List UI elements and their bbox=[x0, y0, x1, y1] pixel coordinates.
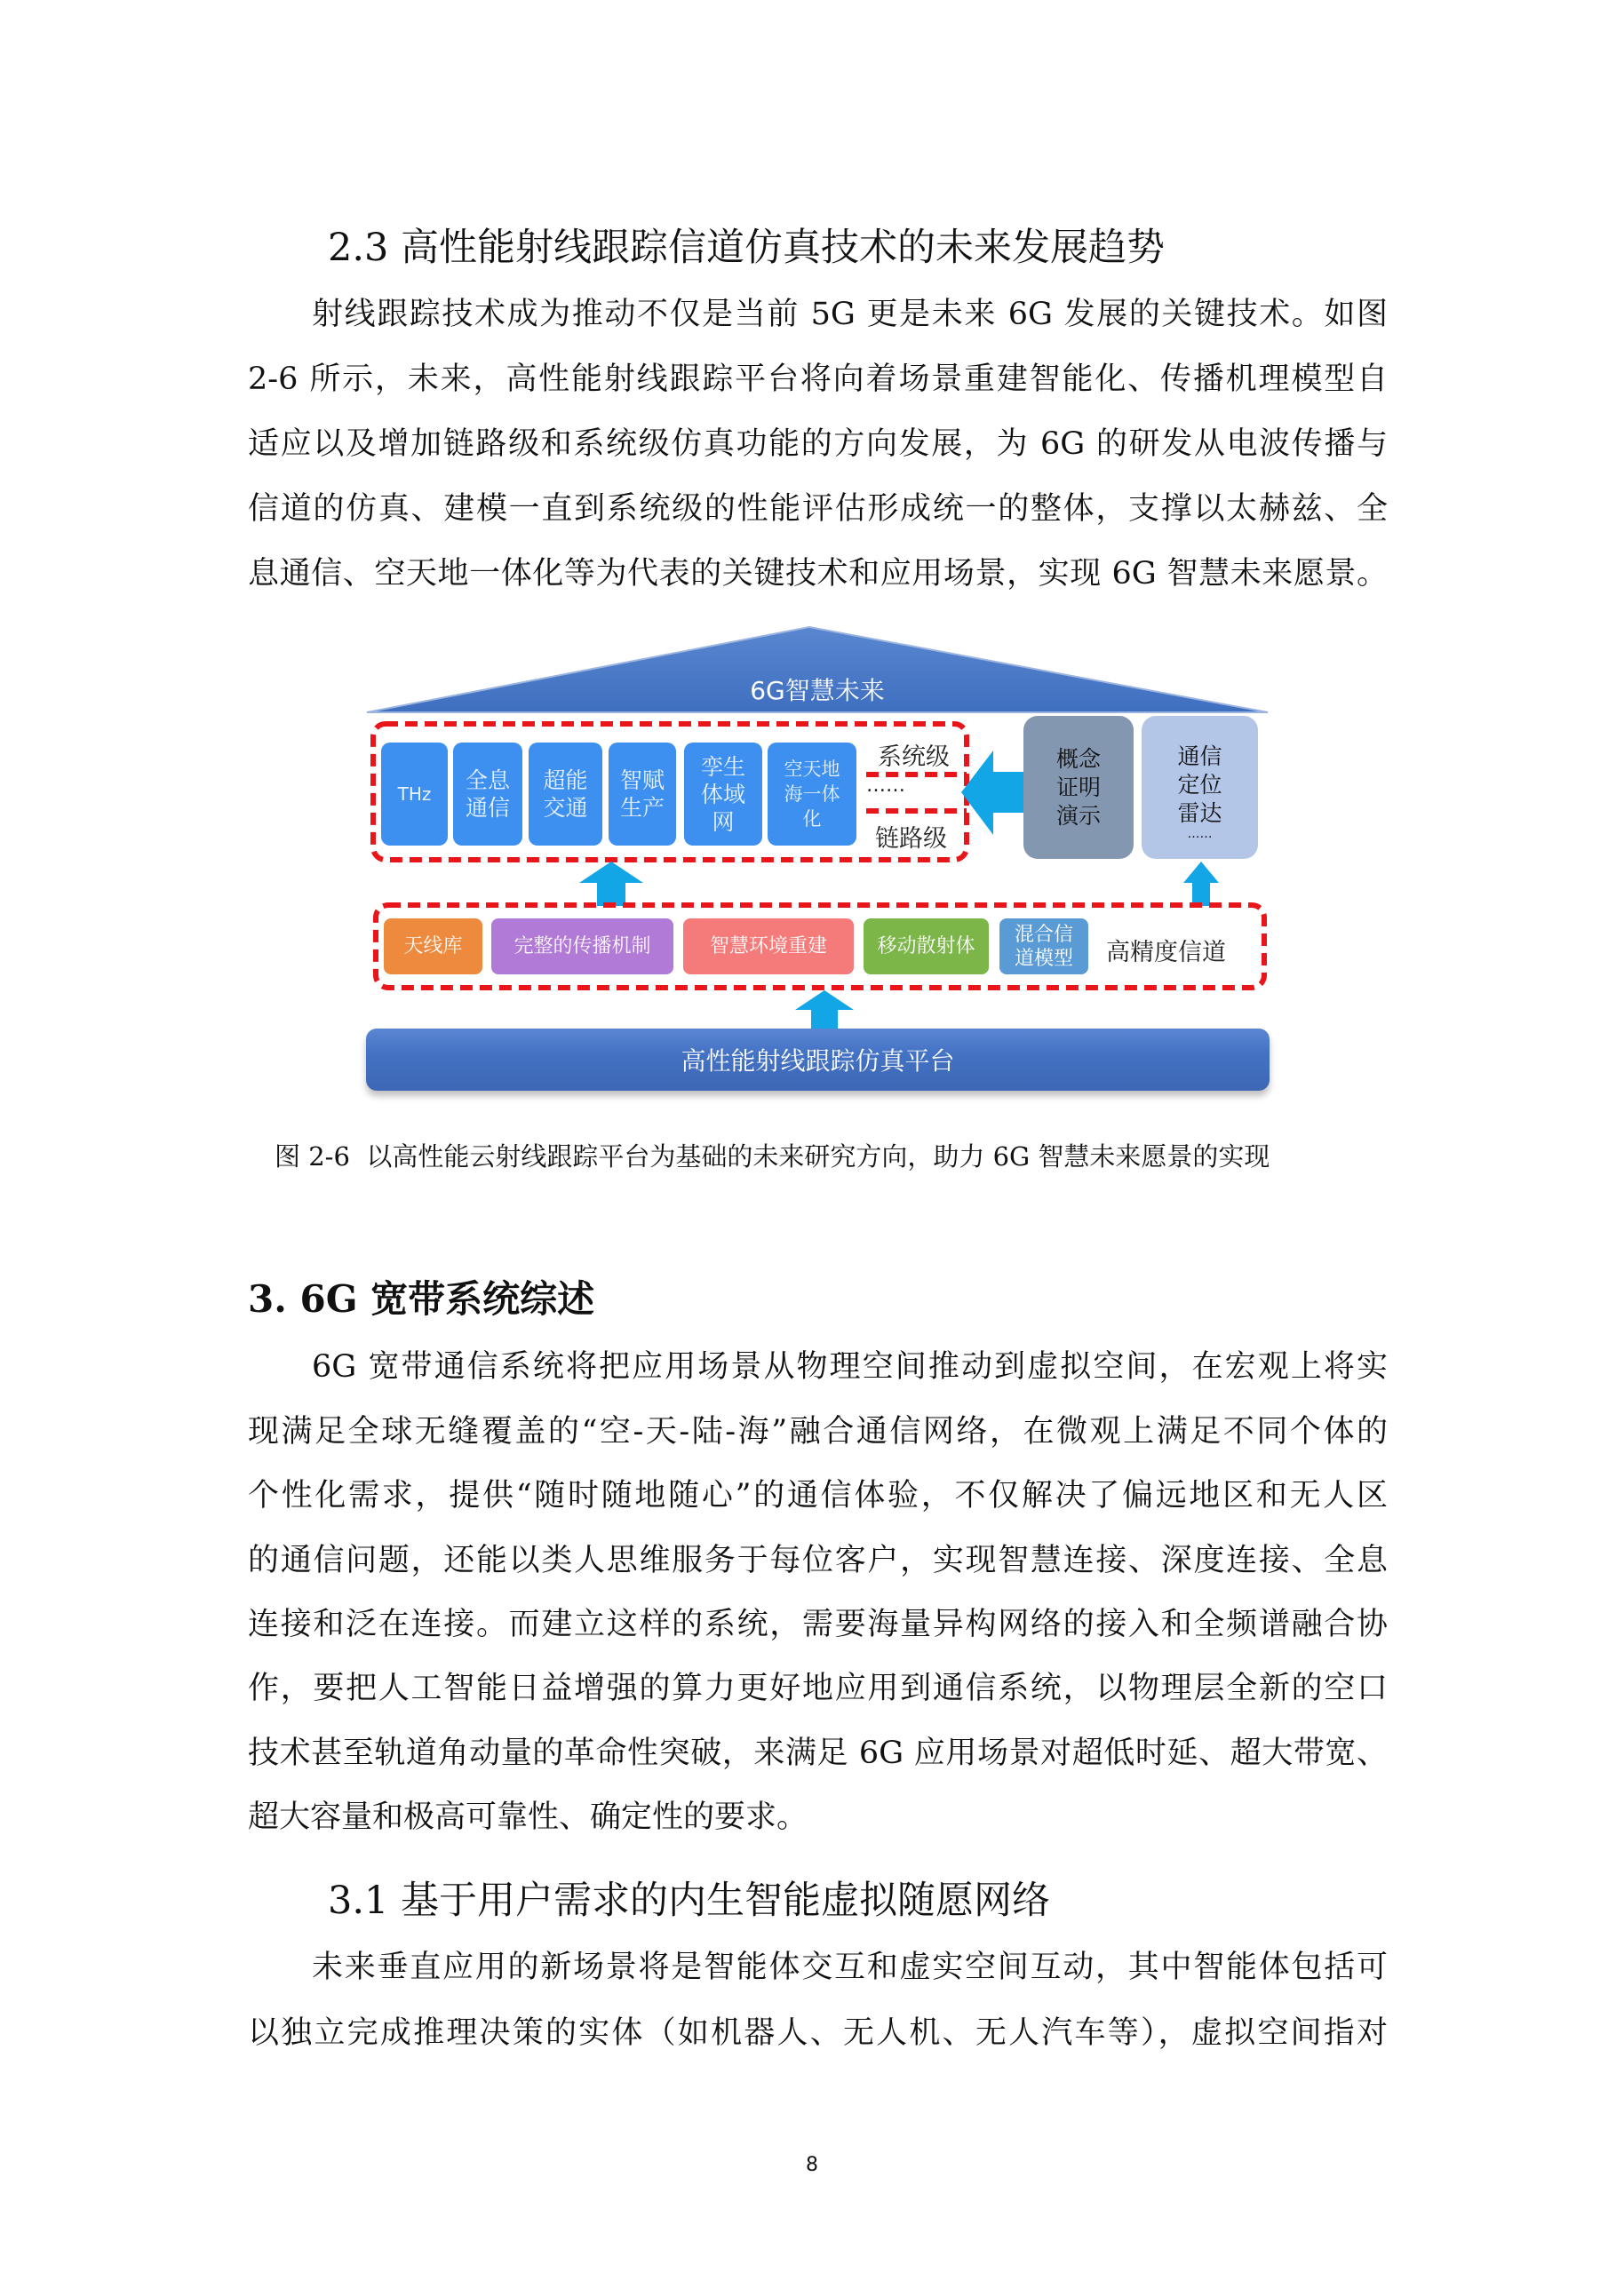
section-heading-3: 3. 6G 宽带系统综述 bbox=[248, 1277, 595, 1321]
paragraph-line: 2-6 所示，未来，高性能射线跟踪平台将向着场景重建智能化、传播机理模型自 bbox=[248, 361, 1388, 397]
block-holographic: 全息 通信 bbox=[453, 743, 522, 846]
platform-bar: 高性能射线跟踪仿真平台 bbox=[366, 1029, 1270, 1091]
paragraph-line: 6G 宽带通信系统将把应用场景从物理空间推动到虚拟空间，在宏观上将实 bbox=[312, 1349, 1388, 1385]
paragraph-line: 现满足全球无缝覆盖的“空-天-陆-海”融合通信网络，在微观上满足不同个体的 bbox=[248, 1414, 1388, 1450]
paragraph-line: 射线跟踪技术成为推动不仅是当前 5G 更是未来 6G 发展的关键技术。如图 bbox=[312, 297, 1388, 332]
roof-label: 6G智慧未来 bbox=[750, 676, 885, 705]
paragraph-line: 以独立完成推理决策的实体（如机器人、无人机、无人汽车等），虚拟空间指对 bbox=[248, 2015, 1388, 2051]
arrow-up-icon bbox=[579, 862, 643, 906]
block-antenna-library: 天线库 bbox=[384, 918, 482, 974]
paragraph-line: 适应以及增加链路级和系统级仿真功能的方向发展，为 6G 的研发从电波传播与 bbox=[248, 426, 1388, 462]
block-space-air-ground: 空天地 海一体 化 bbox=[768, 743, 856, 846]
ellipsis: …… bbox=[866, 775, 905, 797]
arrow-up-icon bbox=[1183, 862, 1219, 906]
comm-radar-more: …… bbox=[1187, 827, 1213, 841]
arrow-left-icon bbox=[961, 751, 1025, 835]
paragraph-line: 的通信问题，还能以类人思维服务于每位客户，实现智慧连接、深度连接、全息 bbox=[248, 1543, 1388, 1578]
paragraph-line: 超大容量和极高可靠性、确定性的要求。 bbox=[248, 1799, 808, 1835]
page-number: 8 bbox=[806, 2154, 818, 2176]
comm-radar-box bbox=[1142, 716, 1258, 859]
block-production: 智赋 生产 bbox=[609, 743, 676, 846]
block-propagation-mechanism: 完整的传播机制 bbox=[491, 918, 673, 974]
block-environment-reconstruction: 智慧环境重建 bbox=[683, 918, 854, 974]
concept-proof-box: 概念 证明 演示 bbox=[1023, 716, 1134, 859]
block-twin: 孪生 体域 网 bbox=[684, 743, 762, 846]
figure-caption: 图 2-6 以高性能云射线跟踪平台为基础的未来研究方向，助力 6G 智慧未来愿景的实现 bbox=[275, 1141, 1270, 1172]
paragraph-line: 未来垂直应用的新场景将是智能体交互和虚实空间互动，其中智能体包括可 bbox=[312, 1950, 1388, 1985]
high-precision-channel-label: 高精度信道 bbox=[1106, 939, 1226, 966]
arrow-up-icon bbox=[795, 990, 854, 1030]
paragraph-line: 连接和泛在连接。而建立这样的系统，需要海量异构网络的接入和全频谱融合协 bbox=[248, 1607, 1388, 1642]
paragraph-line: 信道的仿真、建模一直到系统级的性能评估形成统一的整体，支撑以太赫兹、全 bbox=[248, 491, 1388, 527]
block-traffic: 超能 交通 bbox=[529, 743, 602, 846]
system-level-label: 系统级 bbox=[878, 743, 950, 771]
comm-radar-label: 通信 定位 雷达 bbox=[1177, 743, 1222, 826]
paragraph-line: 作，要把人工智能日益增强的算力更好地应用到通信系统，以物理层全新的空口 bbox=[248, 1671, 1388, 1706]
link-level-label: 链路级 bbox=[875, 825, 947, 853]
block-mobile-scatterer: 移动散射体 bbox=[864, 918, 989, 974]
block-thz: THz bbox=[381, 743, 448, 846]
block-hybrid-channel-model: 混合信 道模型 bbox=[999, 918, 1088, 974]
section-heading-2-3: 2.3 高性能射线跟踪信道仿真技术的未来发展趋势 bbox=[328, 226, 1166, 270]
paragraph-line: 个性化需求，提供“随时随地随心”的通信体验，不仅解决了偏远地区和无人区 bbox=[248, 1478, 1388, 1513]
paragraph-line: 技术甚至轨道角动量的革命性突破，来满足 6G 应用场景对超低时延、超大带宽、 bbox=[248, 1736, 1388, 1771]
section-heading-3-1: 3.1 基于用户需求的内生智能虚拟随愿网络 bbox=[328, 1879, 1051, 1923]
paragraph-line: 息通信、空天地一体化等为代表的关键技术和应用场景，实现 6G 智慧未来愿景。 bbox=[248, 556, 1388, 592]
